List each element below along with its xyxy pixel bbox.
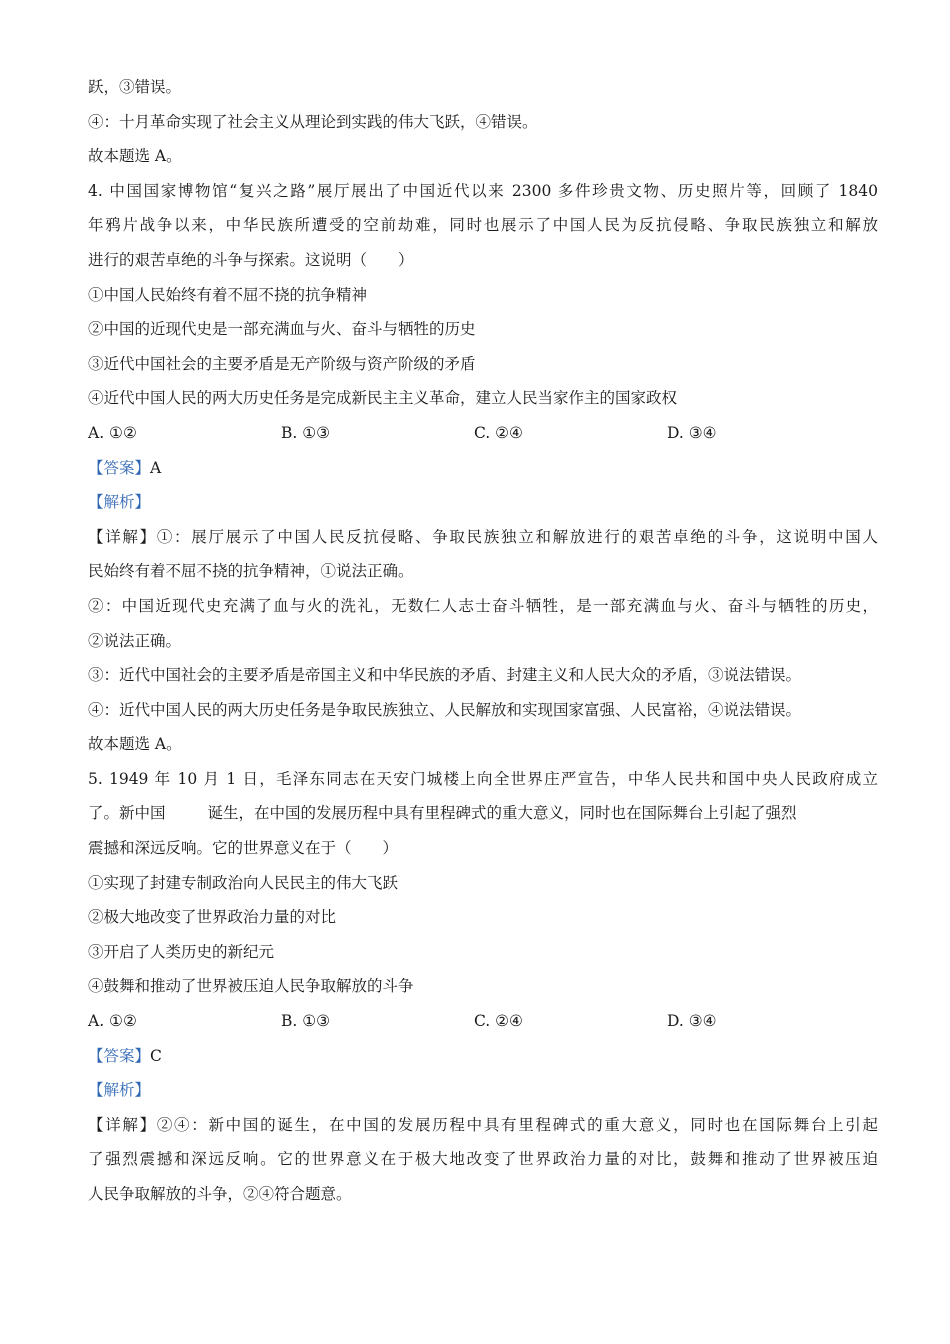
q5-stem-part: 诞生，在中国的发展历程中具有里程碑式的重大意义，同时也在国际舞台上引起了强烈 xyxy=(207,804,797,823)
q4-detail-line xyxy=(88,520,878,555)
q4-detail-line: ③：近代中国社会的主要矛盾是帝国主义和中华民族的矛盾、封建主义和人民大众的矛盾，③说法错误。 xyxy=(88,666,802,685)
q4-item: ④近代中国人民的两大历史任务是完成新民主主义革命，建立人民当家作主的国家政权 xyxy=(88,389,678,408)
q5-detail-line: 了强烈震撼和深远反响。它的世界意义在于极大地改变了世界政治力量的对比，鼓舞和推动了世界被压迫 xyxy=(88,1150,878,1169)
q4-detail-line: 民始终有着不屈不挠的抗争精神，①说法正确。 xyxy=(88,562,414,581)
detail-text: ①：展厅展示了中国人民反抗侵略、争取民族独立和解放进行的艰苦卓绝的斗争，这说明中国人 xyxy=(156,527,878,546)
analysis-tag: 【解析】 xyxy=(88,493,151,512)
q4-item: ①中国人民始终有着不屈不挠的抗争精神 xyxy=(88,285,368,304)
q5-option-b: B. ①③ xyxy=(281,1012,331,1031)
q4-option-b: B. ①③ xyxy=(281,423,331,442)
q5-item: ③开启了人类历史的新纪元 xyxy=(88,942,275,961)
answer-tag: 【答案】 xyxy=(88,458,151,477)
answer-value: C xyxy=(150,1046,162,1065)
q5-item: ②极大地改变了世界政治力量的对比 xyxy=(88,908,337,927)
q5-option-c: C. ②④ xyxy=(474,1012,523,1031)
q5-stem-part: 了。新中国 xyxy=(88,804,166,823)
q5-option-d: D. ③④ xyxy=(667,1012,717,1031)
text-line: ④：十月革命实现了社会主义从理论到实践的伟大飞跃，④错误。 xyxy=(88,112,538,131)
detail-tag: 【详解】 xyxy=(88,527,157,546)
q4-option-d: D. ③④ xyxy=(667,423,717,442)
detail-text: ②④：新中国的诞生，在中国的发展历程中具有里程碑式的重大意义，同时也在国际舞台上引起 xyxy=(156,1115,878,1134)
q4-stem-line: 进行的艰苦卓绝的斗争与探索。这说明（ ） xyxy=(88,250,414,269)
document-page xyxy=(88,70,878,1212)
q5-analysis xyxy=(88,1073,878,1108)
q4-option-c: C. ②④ xyxy=(474,423,523,442)
q4-detail-line: 故本题选 A。 xyxy=(88,735,182,754)
detail-tag: 【详解】 xyxy=(88,1115,157,1134)
answer-value: A xyxy=(150,458,162,477)
q5-stem-line xyxy=(88,796,878,831)
q5-detail-line xyxy=(88,1108,878,1143)
analysis-tag: 【解析】 xyxy=(88,1081,151,1100)
q4-detail-line: ④：近代中国人民的两大历史任务是争取民族独立、人民解放和实现国家富强、人民富裕，④说法错误。 xyxy=(88,700,802,719)
q5-item: ①实现了封建专制政治向人民民主的伟大飞跃 xyxy=(88,873,399,892)
q5-item: ④鼓舞和推动了世界被压迫人民争取解放的斗争 xyxy=(88,977,414,996)
q5-detail-line: 人民争取解放的斗争，②④符合题意。 xyxy=(88,1185,352,1203)
q5-option-a: A. ①② xyxy=(88,1012,137,1031)
q5-options xyxy=(88,1004,878,1039)
q4-answer xyxy=(88,451,878,486)
q5-stem-line: 震撼和深远反响。它的世界意义在于（ ） xyxy=(88,839,399,858)
q4-detail-line: ②说法正确。 xyxy=(88,631,182,650)
q4-analysis xyxy=(88,485,878,520)
q4-stem-line: 年鸦片战争以来，中华民族所遭受的空前劫难，同时也展示了中国人民为反抗侵略、争取民族独立和解放 xyxy=(88,216,878,235)
answer-tag: 【答案】 xyxy=(88,1046,151,1065)
q4-item: ③近代中国社会的主要矛盾是无产阶级与资产阶级的矛盾 xyxy=(88,354,476,373)
q4-stem-line: 4. 中国国家博物馆“复兴之路”展厅展出了中国近代以来 2300 多件珍贵文物、历史照片等，回顾了 1840 xyxy=(88,181,878,200)
q4-item: ②中国的近现代史是一部充满血与火、奋斗与牺牲的历史 xyxy=(88,320,476,339)
q4-option-a: A. ①② xyxy=(88,423,137,442)
q4-options xyxy=(88,416,878,451)
text-line: 跃，③错误。 xyxy=(88,78,182,96)
q4-detail-line: ②：中国近现代史充满了血与火的洗礼，无数仁人志士奋斗牺牲，是一部充满血与火、奋斗与牺牲的历史， xyxy=(88,596,878,615)
q5-stem-line: 5. 1949 年 10 月 1 日，毛泽东同志在天安门城楼上向全世界庄严宣告，中华人民共和国中央人民政府成立 xyxy=(88,769,878,788)
q5-answer xyxy=(88,1039,878,1074)
text-line: 故本题选 A。 xyxy=(88,147,182,166)
